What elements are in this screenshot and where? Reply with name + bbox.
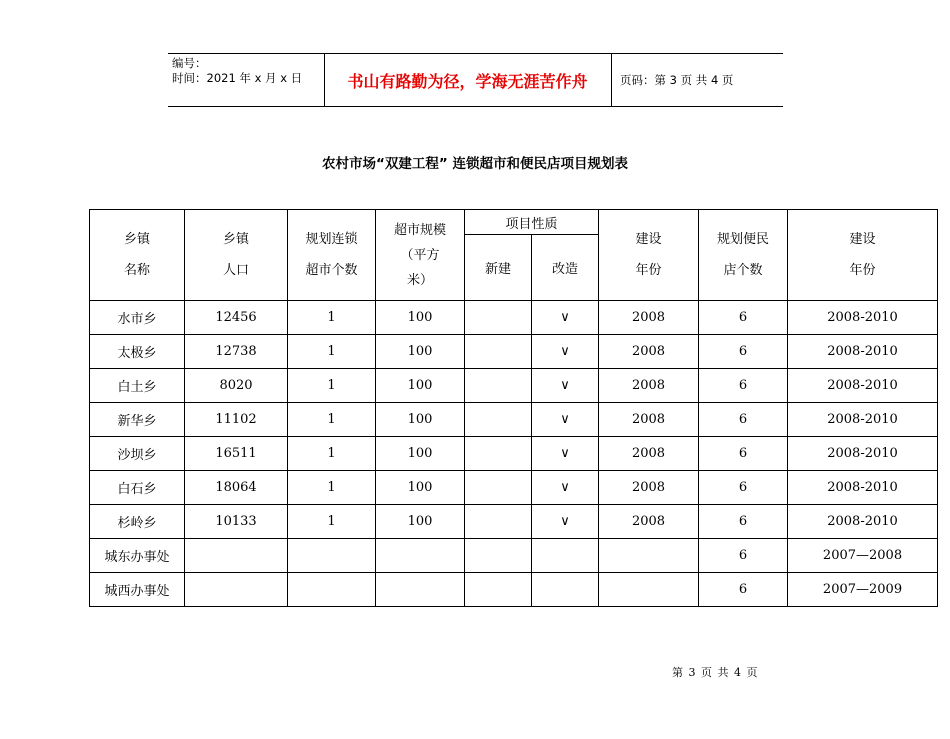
header-page-info: 页码：第 3 页 共 4 页 — [620, 73, 734, 87]
cell-stores: 6 — [699, 505, 788, 539]
cell-stores: 6 — [699, 369, 788, 403]
cell-scale: 100 — [376, 437, 465, 471]
cell-new — [465, 505, 532, 539]
document-title: 农村市场“双建工程” 连锁超市和便民店项目规划表 — [322, 156, 628, 172]
cell-supermarkets — [288, 539, 376, 573]
cell-year: 2008 — [599, 335, 699, 369]
cell-name: 城东办事处 — [90, 539, 185, 573]
cell-store-years: 2008-2010 — [788, 301, 938, 335]
cell-stores: 6 — [699, 471, 788, 505]
cell-population: 12738 — [185, 335, 288, 369]
number-label: 编号： — [172, 56, 207, 70]
cell-name: 太极乡 — [90, 335, 185, 369]
cell-store-years: 2007—2008 — [788, 539, 938, 573]
header-new-build: 新建 — [465, 235, 532, 301]
cell-stores: 6 — [699, 301, 788, 335]
cell-renovate: ∨ — [532, 437, 599, 471]
cell-new — [465, 437, 532, 471]
cell-scale — [376, 539, 465, 573]
cell-name: 城西办事处 — [90, 573, 185, 607]
cell-stores: 6 — [699, 403, 788, 437]
cell-scale: 100 — [376, 335, 465, 369]
cell-population: 11102 — [185, 403, 288, 437]
table-row — [90, 403, 938, 437]
table-row — [90, 505, 938, 539]
cell-new — [465, 573, 532, 607]
cell-population: 18064 — [185, 471, 288, 505]
table-row — [90, 539, 938, 573]
cell-supermarkets: 1 — [288, 403, 376, 437]
cell-supermarkets: 1 — [288, 335, 376, 369]
cell-store-years: 2008-2010 — [788, 369, 938, 403]
table-row — [90, 369, 938, 403]
cell-year: 2008 — [599, 471, 699, 505]
cell-new — [465, 335, 532, 369]
cell-supermarkets: 1 — [288, 369, 376, 403]
cell-renovate: ∨ — [532, 301, 599, 335]
header-meta — [172, 56, 322, 86]
plan-table — [89, 209, 938, 607]
cell-store-years: 2008-2010 — [788, 437, 938, 471]
cell-scale: 100 — [376, 505, 465, 539]
cell-population: 10133 — [185, 505, 288, 539]
cell-scale: 100 — [376, 403, 465, 437]
cell-scale: 100 — [376, 301, 465, 335]
cell-population — [185, 539, 288, 573]
header-planned-stores: 规划便民 店个数 — [699, 210, 788, 301]
cell-name: 白石乡 — [90, 471, 185, 505]
cell-new — [465, 369, 532, 403]
cell-year: 2008 — [599, 403, 699, 437]
cell-scale — [376, 573, 465, 607]
table-row — [90, 437, 938, 471]
cell-store-years: 2008-2010 — [788, 505, 938, 539]
header-population: 乡镇 人口 — [185, 210, 288, 301]
cell-store-years: 2007—2009 — [788, 573, 938, 607]
cell-year: 2008 — [599, 369, 699, 403]
cell-population: 16511 — [185, 437, 288, 471]
cell-renovate: ∨ — [532, 505, 599, 539]
cell-renovate: ∨ — [532, 335, 599, 369]
cell-scale: 100 — [376, 471, 465, 505]
cell-supermarkets: 1 — [288, 301, 376, 335]
header-renovate: 改造 — [532, 235, 599, 301]
cell-supermarkets — [288, 573, 376, 607]
cell-name: 水市乡 — [90, 301, 185, 335]
cell-new — [465, 403, 532, 437]
cell-name: 白土乡 — [90, 369, 185, 403]
cell-population: 12456 — [185, 301, 288, 335]
cell-name: 新华乡 — [90, 403, 185, 437]
cell-supermarkets: 1 — [288, 437, 376, 471]
time-label: 时间：2021 年 x 月 x 日 — [172, 71, 303, 85]
cell-store-years: 2008-2010 — [788, 335, 938, 369]
cell-year — [599, 539, 699, 573]
cell-supermarkets: 1 — [288, 471, 376, 505]
cell-stores: 6 — [699, 573, 788, 607]
table-row — [90, 301, 938, 335]
page-header — [168, 53, 783, 107]
table-row — [90, 471, 938, 505]
cell-new — [465, 301, 532, 335]
table-row — [90, 573, 938, 607]
cell-stores: 6 — [699, 539, 788, 573]
cell-population — [185, 573, 288, 607]
header-planned-supermarkets: 规划连锁 超市个数 — [288, 210, 376, 301]
cell-store-years: 2008-2010 — [788, 471, 938, 505]
cell-renovate — [532, 573, 599, 607]
cell-scale: 100 — [376, 369, 465, 403]
table-row — [90, 335, 938, 369]
header-divider — [611, 54, 612, 106]
cell-renovate: ∨ — [532, 471, 599, 505]
cell-stores: 6 — [699, 437, 788, 471]
cell-renovate: ∨ — [532, 369, 599, 403]
cell-store-years: 2008-2010 — [788, 403, 938, 437]
page-footer: 第 3 页 共 4 页 — [672, 666, 758, 679]
cell-year: 2008 — [599, 301, 699, 335]
header-town-name: 乡镇 名称 — [90, 210, 185, 301]
cell-population: 8020 — [185, 369, 288, 403]
header-store-build-year: 建设 年份 — [788, 210, 938, 301]
cell-supermarkets: 1 — [288, 505, 376, 539]
cell-new — [465, 471, 532, 505]
header-project-nature: 项目性质 — [465, 210, 599, 235]
cell-name: 沙坝乡 — [90, 437, 185, 471]
cell-name: 杉岭乡 — [90, 505, 185, 539]
header-motto: 书山有路勤为径，学海无涯苦作舟 — [347, 71, 588, 91]
cell-new — [465, 539, 532, 573]
header-scale: 超市规模 （平方 米） — [376, 210, 465, 301]
cell-renovate: ∨ — [532, 403, 599, 437]
cell-stores: 6 — [699, 335, 788, 369]
cell-year — [599, 573, 699, 607]
cell-year: 2008 — [599, 505, 699, 539]
header-build-year: 建设 年份 — [599, 210, 699, 301]
cell-year: 2008 — [599, 437, 699, 471]
cell-renovate — [532, 539, 599, 573]
